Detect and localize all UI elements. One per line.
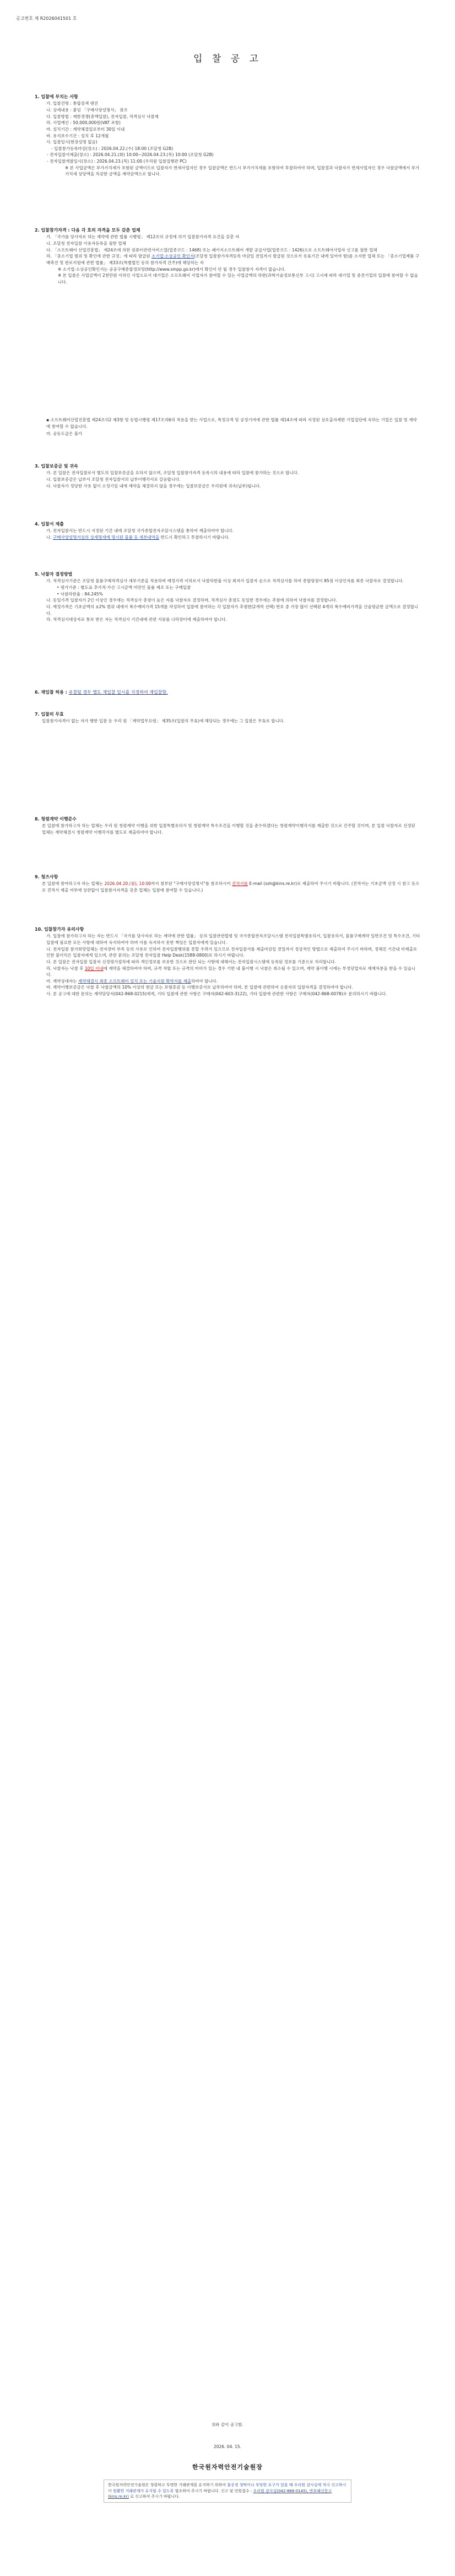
bidder-note-f: 바. 계약이행보증금은 낙찰 후 낙찰금액의 10% 이상의 현금 또는 보험증권 등 이행보증서로 납부하여야 하며, 본 입찰에 관련하여 응찰자의 입찰자격을 결정하여야 합니다. (46, 985, 353, 990)
contract-deadline: 10일 이내 (84, 965, 104, 971)
submission-a: 가. 전자입찰서는 반드시 지정된 기간 내에 조달청 국가종합전자조달시스템을 통하여 제출하여야 합니다. (46, 528, 234, 534)
award-d: 라. 적격심사대상자로 통보 받은 자는 적격심사 기간내에 관련 서류를 나라장터에 제출하여야 합니다. (46, 617, 228, 622)
section-6-heading: 6. 재입찰 허용 : 유찰될 경우 별도 재입찰 일시를 지정하여 재입찰함. (35, 690, 168, 695)
qualification-c: 다. 「소프트웨어 산업진흥법」 제24조에 의한 컴퓨터관련서비스업(업종코드 : 1468) 또는 패키지소프트웨어 개발 공급사업(업종코드 : 1426)으로 소프트웨어사업자 신고를 필한 업체 (46, 247, 377, 253)
section-bid-submission (35, 521, 420, 541)
bidder-note-d: 라. 낙찰자는 낙찰 후 10일 이내에 계약을 체결하여야 하며, 규격 적합 또는 규격의 미비가 있는 경우 기한 내 불이행 시 낙찰은 취소될 수 있으며, 계약 불이행 시에는 부정당업자로 제재처분을 받을 수 있습니다. (46, 965, 416, 978)
issuing-agency: 한국원자력안전기술원장 (192, 2464, 263, 2471)
schedule-registration: - 입찰참가등록마감(장소) : 2026.04.22.(수) 18:00 (조달청 G2B) (51, 146, 174, 151)
section-5-heading: 5. 낙찰자 결정방법 (35, 572, 73, 577)
bidder-note-b: 나. 전자입찰 참가희망업체는 전자장비 부족 등의 사유로 인하여 전자입찰행위를 못할 우려가 있으므로 전자입찰서를 제출마감일 전일까지 정상적인 방법으로 제출하여 주시기 바라며, 정해진 기간내 미제출로 인한 불이익은 입찰자에게 있으며, 관련 문의는 조달청 전자입찰 Help Desk(1588-0800)로 하시기 바랍니다. (46, 946, 418, 958)
award-lower-limit: • 낙찰하한율 : 84.245% (57, 591, 103, 597)
section-3-heading: 3. 입찰보증금 및 귀속 (35, 464, 78, 469)
section-invalid-bid (35, 711, 420, 724)
section-1-heading: 1. 입찰에 부치는 사항 (35, 94, 78, 99)
install-period: 마. 설치기간 : 계약체결일로부터 30일 이내 (46, 126, 125, 132)
integrity-notice-box: 한국원자력안전기술원은 청렴하고 투명한 거래관계를 유지하기 위하여 불공정 청탁이나 부당한 요구가 있을 때 우리원 감사실에 적극 신고하시어 원활한 거래관계가 유지될 수 있도록 협조하여 주시기 바랍니다. 신고 및 민원접수 : 우리원 감사실(042-868-0145), 반부패신문고(kins.re.kr) 로 신고하여 주시기 바랍니다. (104, 2480, 351, 2503)
award-a: 가. 적격심사기준은 조달청 물품구매적격심사 세부기준을 적용하며 예정가격 이하로서 낙찰하한율 이상 최저가 입찰자 순으로 적격심사를 하여 종합평점이 85점 이상인자를 최종 낙찰자로 결정합니다. (46, 578, 404, 584)
bid-method: 다. 입찰방법 : 제한경쟁(총액입찰), 전자입찰, 적격심사 낙찰제 (46, 114, 159, 119)
maintenance-period: 바. 유지보수기간 : 설치 후 12개월 (46, 133, 109, 138)
small-business-certificate-text: 소기업·소상공인 확인서 (151, 254, 194, 259)
qualification-a: 가. 「국가를 당사자로 하는 계약에 관한 법률 시행령」 제12조의 규정에 의거 입찰참가자격 요건을 갖춘 자 (46, 234, 240, 240)
bidder-note-g: 사. 본 공고에 대한 문의는 계약담당자(042-868-0215)에게, 기타 입찰에 관한 사항은 구매자(042-603-3122), 기타 입찰에 관련한 사항은 구매자(042-868-0078)로 문의하시기 바랍니다. (46, 991, 387, 997)
notice-contact: 우리원 감사실(042-868-0145), 반부패신문고(kins.re.kr) (108, 2488, 332, 2499)
section-quotation (35, 874, 420, 894)
bond-b: 나. 입찰보증금은 납부서 조달청 전자입찰서의 납부이행각서로 갈음합니다. (46, 477, 181, 482)
quotation-body: 본 입찰에 참여하고자 하는 업체는 2026.04.20.(월), 10:00까지 첨부된 "구매사양설명서"를 참조하시어 견적서를 E-mail (ssh@kins.re.kr)로 제출하여 주시기 바랍니다. (견적서는 기초금액 선정 시 참고 등으로 견적서 제출 여부에 상관없이 입찰참가자격을 갖춘 업체는 입찰에 참여할 수 있습니다.) (42, 881, 420, 893)
section-restriction-notes (35, 417, 420, 437)
bidder-note-c: 다. 본 입찰은 전자입찰 입찰자 선정평가절차에 따라 개인정보를 보유한 것으로 판단 되는 사항에 대해서는 전자입찰시스템에 등록된 정보를 기준으로 처리합니다. (46, 959, 336, 964)
section-bidder-notes (35, 926, 420, 997)
quotation-deadline: 2026.04.20.(월), 10:00 (104, 881, 151, 887)
smpp-note: ※ 소기업·소상공인확인서는 공공구매종합정보망(http://www.smpp.go.kr)에서 확인이 안 될 경우 입찰참가 자격이 없습니다. (58, 266, 286, 272)
rebid-text: 유찰될 경우 별도 재입찰 일시를 지정하여 재입찰함. (68, 690, 168, 695)
large-company-note: ※ 본 입찰은 사업금액이 2천만원 이하인 사업으로서 대기업은 소프트웨어 사업자가 참여할 수 있는 사업금액의 하한(과학기술정보통신부 고시) 고시에 따라 대기업 및 중견기업의 입찰에 참여할 수 없습니다. (58, 273, 418, 285)
section-4-heading: 4. 입찰서 제출 (35, 522, 64, 527)
bidder-note-a: 가. 입찰에 참가하고자 하는 자는 반드시 「국가를 당사자로 하는 계약에 관한 법률」 등의 입찰관련법령 및 국가종합전자조달시스템 전자입찰특별유의서, 입찰유의서, 물품구매계약 일반조건 및 특수조건, 기타 입찰에 필요한 모든 사항에 대하여 숙지하여야 하며 이를 숙지하지 못한 책임은 입찰자에게 있습니다. (46, 933, 420, 946)
section-integrity (35, 816, 420, 836)
section-award-method (35, 571, 420, 623)
section-rebid (35, 689, 420, 696)
bid-budget: 라. 사업예산 : 50,000,000원(VAT 포함) (46, 120, 121, 126)
conglomerate-note: ▪ 소프트웨어산업진흥법 제24조의2 제3항 및 동법시행령 제17조의6의 적용을 받는 사업으로, 특정규격 및 공정기여에 관한 법률 제14조에 따라 지정된 상호출자제한 기업집단에 속하는 기업은 입찰 및 계약에 참여할 수 없습니다. (46, 417, 417, 429)
closing-statement: 위와 같이 공고함. (212, 2422, 243, 2427)
bidder-note-e: 마. 계약상대자는 계약체결시 최종 소프트웨어 설치 또는 기술지원 확약서를 제출하여야 합니다. (46, 978, 218, 984)
section-7-heading: 7. 입찰의 무효 (35, 712, 64, 717)
spec-check-text: 구매사양설명서상의 상세명세에 명시된 물품 등 세부내역을 (53, 535, 160, 540)
qualification-d: 라. 「중소기업 범위 및 확인에 관한 규정」에 따라 발급된 소기업·소상공인 확인서(조달청 입찰참가자격등록 마감일 전일까지 발급된 것으로서 유효기간 내에 있어야 함)를 소지한 업체 또는 「중소기업제품 구매촉진 및 판로지원에 관한 법률」 제33조(특별법인 등의 참가자격 간주)에 해당하는 자 (46, 254, 420, 265)
schedule-opening: - 전자입찰개찰일시(장소) : 2026.04.23.(목) 11:00 (우리원 입찰집행관 PC) (47, 159, 187, 164)
section-bid-items (35, 94, 420, 178)
section-qualification (35, 227, 420, 285)
quotation-keyword: 견적서를 (232, 881, 248, 887)
notice-emphasis: 불공정 청탁이나 부당한 요구가 있을 때 우리원 감사실에 적극 신고하시어 원활한 거래관계가 유지될 수 있도록 (108, 2483, 346, 2493)
schedule-submission: - 전자입찰서제출(장소) : 2026.04.21.(화) 10:00~2026.04.23.(목) 10:00 (조달청 G2B) (47, 152, 214, 158)
page-title: 입 찰 공 고 (193, 53, 262, 65)
invalid-bid-body: 입찰참가자격이 없는 자가 행한 입찰 등 우리 원 「계약업무요령」 제35조(입찰의 무효)에 해당되는 경우에는 그 입찰은 무효로 합니다. (42, 718, 285, 724)
integrity-body: 본 입찰에 참가하고자 하는 업체는 우리 원 청렴계약 이행을 위한 입찰특별유의서 및 청렴계약 특수조건을 이행할 것을 준수하겠다는 청렴계약이행각서를 제출한 것으로 간주할 것이며, 본 입찰 낙찰자로 선정된 업체는 계약체결시 청렴계약 이행각서를 별도로 제출하여야 합니다. (42, 823, 415, 835)
support-letter-text: 계약체결시 최종 소프트웨어 설치 또는 기술지원 확약서를 제출 (78, 978, 191, 984)
section-2-heading: 2. 입찰참가자격 : 다음 각 호의 자격을 모두 갖춘 업체 (35, 228, 140, 233)
section-9-heading: 9. 청즈사항 (35, 874, 58, 879)
announcement-number: 공고번호 제 R2026041501 호 (16, 16, 77, 21)
submission-b: 나. 구매사양설명서상의 상세명세에 명시된 물품 등 세부내역을 반드시 확인하고 투찰하시기 바랍니다. (46, 535, 230, 540)
qualification-b: 나. 조달청 전자입찰 이용자등록을 필한 업체 (46, 241, 126, 246)
section-bid-bond (35, 463, 420, 489)
award-criteria: • 평가기준 : 별도표 추가적·가산 고시금액 미만인 물품 제조 또는 구매입찰 (57, 585, 191, 591)
bid-name: 가. 입찰건명 : 통합검색 엔진 (46, 101, 99, 106)
bid-details: 나. 상세내용 : 붙임 「구매사양설명서」 참조 (46, 108, 128, 113)
no-joint-contract: 마. 공동도급은 불가 (46, 431, 83, 437)
award-b: 나. 동일가격 입찰자가 2인 이상인 경우에는 적격심사 총점이 높은 자를 낙찰자로 결정하며, 적격심사 총점도 동일한 경우에는 추첨에 의하여 낙찰자를 결정합니다. (46, 598, 338, 603)
vat-note: ※ 본 사업금액은 부가가치세가 포함된 금액이므로 입찰자가 면세사업자인 경우 입찰금액은 반드시 부가가치세를 포함하여 투찰하여야 하며, 입찰결과 낙찰자가 면세사업자인 경우 낙찰금액에서 부가가치세 상당액을 차감한 금액을 계약금액으로 합니다. (65, 165, 420, 177)
section-8-heading: 8. 청렴계약 이행준수 (35, 817, 77, 822)
bid-schedule: 사. 입찰일시(현장설명 없음) (46, 139, 98, 145)
award-c: 다. 예정가격은 기초금액의 ±2% 범위 내에서 복수예비가격 15개를 작성하여 입찰에 참여하는 각 입찰자가 추첨한(2개씩 선택) 번호 중 가장 많이 선택된 4개의 복수예비가격을 산술평균한 금액으로 결정합니다. (46, 604, 419, 616)
bond-c: 다. 낙찰자가 정당한 사유 없이 소정기일 내에 계약을 체결하지 않을 경우에는 입찰보증금은 우리원에 귀속(납부)됩니다. (46, 483, 261, 489)
announcement-date: 2026. 04. 15. (213, 2444, 242, 2449)
section-10-heading: 10. 입찰참가자 유의사항 (35, 927, 84, 932)
bond-a: 가. 본 입찰은 전자입찰로서 별도의 입찰보증금을 요하지 않으며, 조달청 입찰참가자격 등록시의 내용에 따라 입찰에 참가하는 것으로 합니다. (46, 470, 299, 476)
